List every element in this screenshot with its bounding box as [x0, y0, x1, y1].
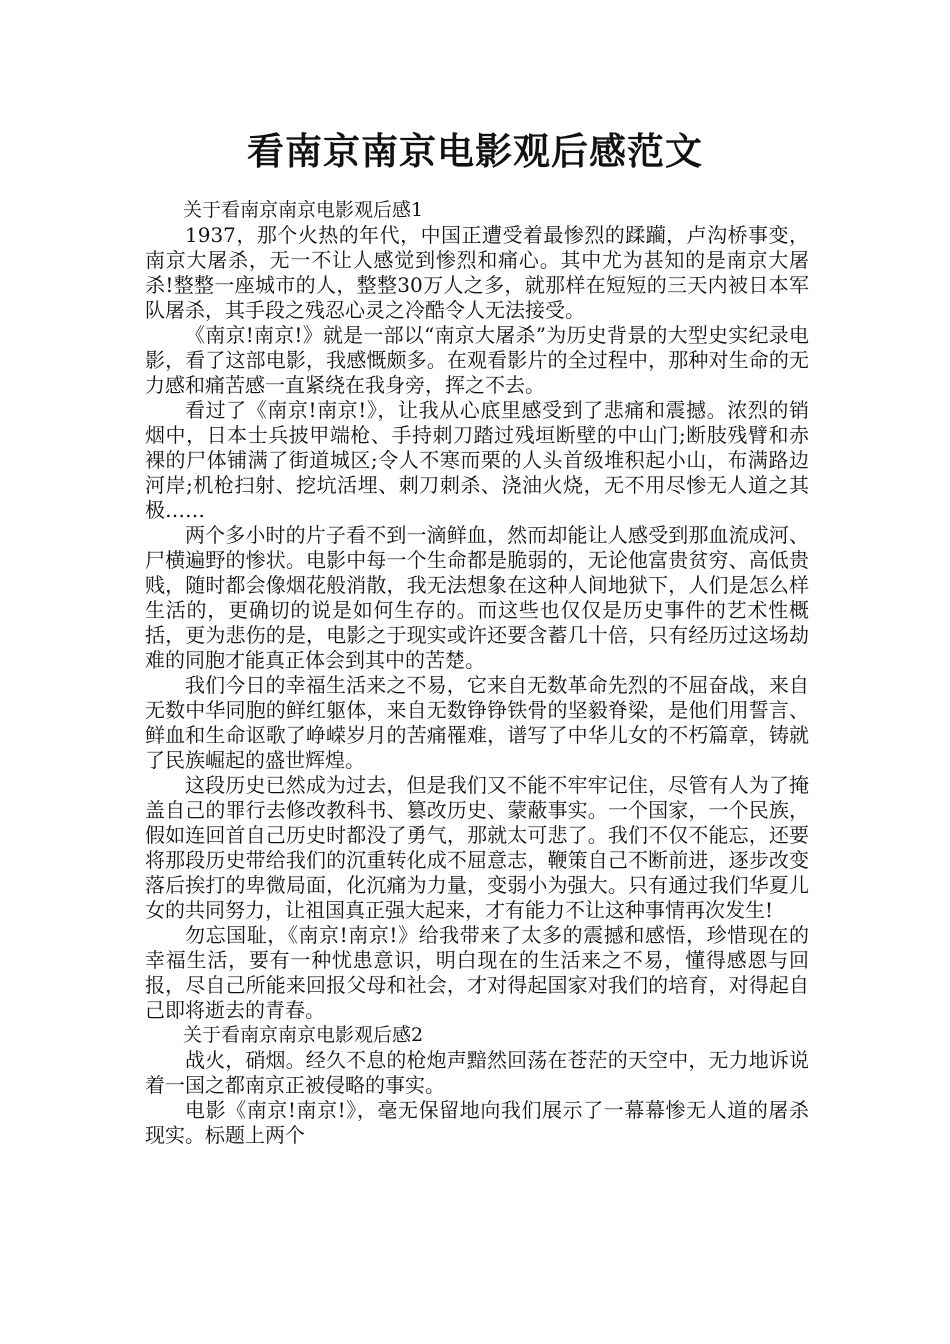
paragraph-2: 《南京!南京!》就是一部以“南京大屠杀”为历史背景的大型史实纪录电影，看了这部电影，我感慨颇多。在观看影片的全过程中，那种对生命的无力感和痛苦感一直紧绕在我身旁，挥之不去。 [145, 323, 809, 397]
paragraph-8: 战火，硝烟。经久不息的枪炮声黯然回荡在苍茫的天空中，无力地诉说着一国之都南京正被侵略的事实。 [145, 1048, 809, 1097]
document-title: 看南京南京电影观后感范文 [247, 130, 703, 173]
paragraph-5: 我们今日的幸福生活来之不易，它来自无数革命先烈的不屈奋战，来自无数中华同胞的鲜红躯体，来自无数铮铮铁骨的坚毅脊梁，是他们用誓言、鲜血和生命讴歌了峥嵘岁月的苦痛罹难，谱写了中华儿女的不朽篇章，铸就了民族崛起的盛世辉煌。 [145, 673, 809, 772]
section-heading-1: 关于看南京南京电影观后感1 [183, 199, 424, 221]
document-body [145, 198, 809, 1148]
paragraph-6: 这段历史已然成为过去，但是我们又不能不牢牢记住，尽管有人为了掩盖自己的罪行去修改教科书、篡改历史、蒙蔽事实。一个国家，一个民族，假如连回首自己历史时都没了勇气，那就太可悲了。我们不仅不能忘，还要将那段历史带给我们的沉重转化成不屈意志，鞭策自己不断前进，逐步改变落后挨打的卑微局面，化沉痛为力量，变弱小为强大。只有通过我们华夏儿女的共同努力，让祖国真正强大起来，才有能力不让这种事情再次发生! [145, 773, 809, 922]
paragraph-3: 看过了《南京!南京!》，让我从心底里感受到了悲痛和震撼。浓烈的销烟中，日本士兵披甲端枪、手持刺刀踏过残垣断壁的中山门;断肢残臂和赤裸的尸体铺满了街道城区;令人不寒而栗的人头首级堆积起小山，布满路边河岸;机枪扫射、挖坑活埋、刺刀刺杀、浇油火烧，无不用尽惨无人道之其极…… [145, 398, 809, 522]
section-heading-2: 关于看南京南京电影观后感2 [183, 1024, 424, 1046]
paragraph-1: 1937，那个火热的年代，中国正遭受着最惨烈的蹂躏，卢沟桥事变，南京大屠杀，无一不让人感觉到惨烈和痛心。其中尤为甚知的是南京大屠杀!整整一座城市的人，整整30万人之多，就那样在短短的三天内被日本军队屠杀，其手段之残忍心灵之冷酷令人无法接受。 [145, 223, 809, 322]
paragraph-9: 电影《南京!南京!》，毫无保留地向我们展示了一幕幕惨无人道的屠杀现实。标题上两个 [145, 1098, 809, 1147]
paragraph-7: 勿忘国耻，《南京!南京!》给我带来了太多的震撼和感悟，珍惜现在的幸福生活，要有一种忧患意识，明白现在的生活来之不易，懂得感恩与回报，尽自己所能来回报父母和社会，才对得起国家对我们的培育，对得起自己即将逝去的青春。 [145, 923, 809, 1022]
paragraph-4: 两个多小时的片子看不到一滴鲜血，然而却能让人感受到那血流成河、尸横遍野的惨状。电影中每一个生命都是脆弱的，无论他富贵贫穷、高低贵贱，随时都会像烟花般消散，我无法想象在这种人间地狱下，人们是怎么样生活的，更确切的说是如何生存的。而这些也仅仅是历史事件的艺术性概括，更为悲伤的是，电影之于现实或许还要含蓄几十倍，只有经历过这场劫难的同胞才能真正体会到其中的苦楚。 [145, 523, 809, 672]
